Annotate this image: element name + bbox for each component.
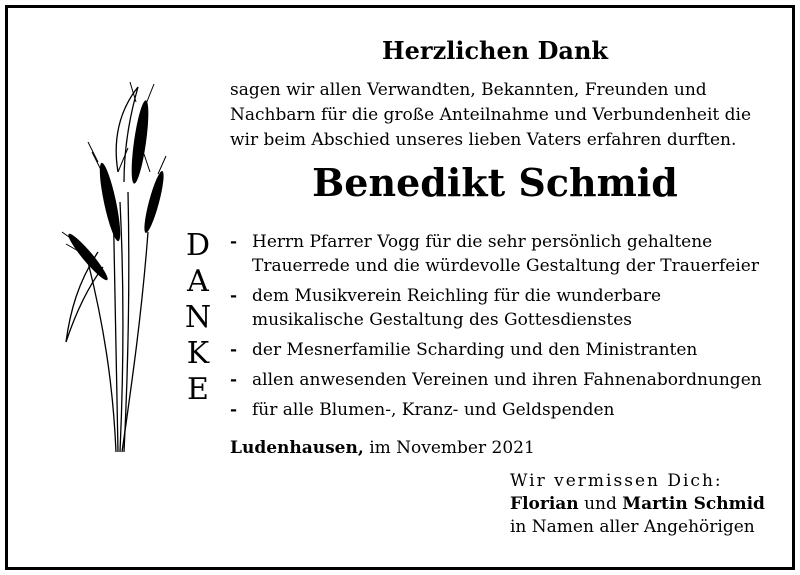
- dash-bullet: -: [230, 286, 238, 306]
- dash-bullet: -: [230, 400, 238, 420]
- notice-heading: Herzlichen Dank: [381, 36, 609, 65]
- thanks-item: [230, 368, 775, 392]
- thanks-list: [230, 230, 775, 428]
- danke-letter: A: [187, 264, 209, 299]
- danke-letter: N: [184, 300, 212, 335]
- intro-text: sagen wir allen Verwandten, Bekannten, Freunden und Nachbarn für die große Anteilnahme und Verbundenheit die wir beim Abschied unseres lieben Vaters erfahren durften.: [230, 80, 752, 150]
- and-word: und: [584, 494, 617, 514]
- thanks-line: für alle Blumen-, Kranz- und Geldspenden: [252, 400, 615, 420]
- thanks-item: [230, 230, 775, 278]
- thanks-line: dem Musikverein Reichling für die wunderbare: [252, 286, 662, 306]
- deceased-name: Benedikt Schmid: [312, 160, 678, 205]
- thanks-line: allen anwesenden Vereinen und ihren Fahnenabordnungen: [252, 370, 762, 390]
- town: Ludenhausen,: [230, 438, 364, 458]
- danke-vertical-text: [178, 228, 218, 408]
- date: im November 2021: [369, 438, 535, 458]
- dash-bullet: -: [230, 370, 238, 390]
- danke-letter: D: [185, 228, 211, 263]
- thanks-line: musikalische Gestaltung des Gottesdienstes: [252, 310, 632, 330]
- danke-letter: E: [187, 372, 209, 407]
- signers-line: [510, 493, 765, 516]
- family-line: in Namen aller Angehörigen: [510, 517, 755, 537]
- signature-block: [510, 470, 765, 539]
- thanks-line: Trauerrede und die würdevolle Gestaltung der Trauerfeier: [252, 256, 759, 276]
- thanks-item: [230, 284, 775, 332]
- signer-name: Florian: [510, 494, 579, 514]
- thanks-line: Herrn Pfarrer Vogg für die sehr persönlich gehaltene: [252, 232, 713, 252]
- danke-letter: K: [186, 336, 210, 371]
- miss-you-line: Wir vermissen Dich:: [510, 471, 723, 491]
- signer-name: Martin Schmid: [622, 494, 765, 514]
- thanks-item: [230, 338, 775, 362]
- dash-bullet: -: [230, 232, 238, 252]
- dash-bullet: -: [230, 340, 238, 360]
- place-date: [230, 438, 535, 458]
- thanks-line: der Mesnerfamilie Scharding und den Ministranten: [252, 340, 698, 360]
- thanks-item: [230, 398, 775, 422]
- wheat-ears-icon: [58, 82, 178, 452]
